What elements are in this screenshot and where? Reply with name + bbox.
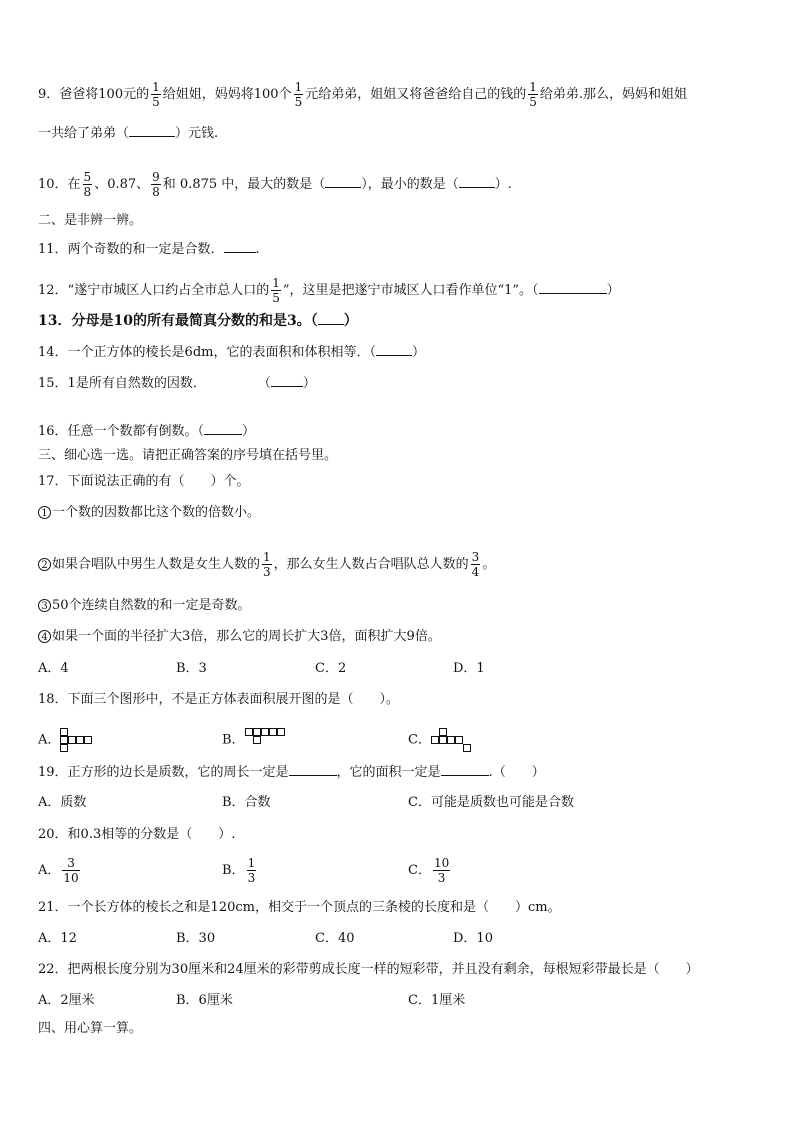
- question-9-line-1: 9．爸爸将100元的 $\frac{1}{5}$ 给姐姐，妈妈将100个 $\frac{1}{5}$ 元给弟弟，姐姐又将爸爸给自己的钱的 $\frac{1}{5}$ 给弟弟.那么，妈妈和姐姐: [38, 80, 687, 109]
- fraction: $\frac{1}{3}$: [263, 550, 271, 579]
- section-2-heading: 二、是非辨一辨。: [38, 213, 143, 228]
- question-17-statement-1: 1 一个数的因数都比这个数的倍数小。: [38, 504, 260, 522]
- fraction: $\frac{9}{8}$: [152, 170, 160, 199]
- option-a[interactable]: A．质数: [38, 795, 87, 810]
- question-10: 10．在 $\frac{5}{8}$ 、0.87、 $\frac{9}{8}$ 和 0.875 中，最大的数是（ ），最小的数是（ ）.: [38, 170, 512, 199]
- circled-number: 4: [38, 630, 51, 643]
- question-18-stem: 18．下面三个图形中，不是正方体表面积展开图的是（ ）。: [38, 692, 400, 707]
- question-13: 13．分母是10的所有最简真分数的和是3。（ ）: [38, 313, 358, 329]
- option-a[interactable]: A．2厘米: [38, 993, 95, 1008]
- option-b[interactable]: B． $\frac{1}{3}$: [222, 856, 256, 885]
- fraction: $\frac{10}{3}$: [433, 856, 450, 885]
- question-12: 12．“遂宁市城区人口约占全市总人口的 $\frac{1}{5}$ ”，这里是把遂宁市城区人口看作单位“1”。（ ）: [38, 276, 620, 305]
- cube-net-figure: [431, 728, 471, 752]
- question-16: 16．任意一个数都有倒数。（ ）: [38, 424, 256, 439]
- cube-net-figure: [60, 728, 100, 752]
- question-9-line-2: 一共给了弟弟（ ）元钱.: [38, 126, 219, 141]
- option-b[interactable]: B．合数: [222, 795, 271, 810]
- option-a[interactable]: A． $\frac{3}{10}$: [38, 856, 79, 885]
- answer-blank[interactable]: [459, 175, 495, 188]
- circled-number: 1: [38, 506, 51, 519]
- option-c[interactable]: C．1厘米: [408, 993, 466, 1008]
- answer-blank[interactable]: [224, 240, 256, 253]
- question-14: 14．一个正方体的棱长是6dm，它的表面积和体积相等．（ ）: [38, 345, 425, 360]
- answer-blank[interactable]: [289, 763, 337, 776]
- circled-number: 2: [38, 558, 51, 571]
- fraction: $\frac{1}{5}$: [529, 80, 537, 109]
- answer-blank[interactable]: [441, 763, 489, 776]
- answer-blank[interactable]: [271, 374, 303, 387]
- fraction: $\frac{1}{5}$: [152, 80, 160, 109]
- answer-blank[interactable]: [325, 175, 361, 188]
- option-c[interactable]: C．40: [315, 931, 355, 946]
- answer-blank[interactable]: [204, 422, 242, 435]
- fraction: $\frac{3}{10}$: [63, 856, 79, 885]
- answer-blank[interactable]: [318, 312, 344, 325]
- answer-blank[interactable]: [376, 343, 412, 356]
- option-b[interactable]: B．30: [176, 931, 216, 946]
- fraction: $\frac{1}{5}$: [272, 276, 280, 305]
- section-4-heading: 四、用心算一算。: [38, 1021, 143, 1036]
- option-d[interactable]: D．1: [453, 661, 485, 676]
- section-3-heading: 三、细心选一选。请把正确答案的序号填在括号里。: [38, 448, 338, 463]
- answer-blank[interactable]: [539, 281, 607, 294]
- question-17-stem: 17．下面说法正确的有（ ）个。: [38, 474, 250, 489]
- question-15: 15．1是所有自然数的因数． （ ）: [38, 376, 316, 391]
- option-c[interactable]: C．2: [315, 661, 347, 676]
- cube-net-figure: [245, 728, 285, 752]
- question-11: 11．两个奇数的和一定是合数． .: [38, 242, 260, 257]
- option-a[interactable]: A．4: [38, 661, 69, 676]
- option-c[interactable]: C．: [408, 728, 471, 752]
- option-b[interactable]: B．6厘米: [176, 993, 233, 1008]
- question-19-stem: 19．正方形的边长是质数，它的周长一定是 ，它的面积一定是 .（ ）: [38, 765, 545, 780]
- answer-blank[interactable]: [129, 124, 175, 137]
- question-17-statement-3: 3 50个连续自然数的和一定是奇数。: [38, 597, 251, 615]
- question-17-statement-4: 4 如果一个面的半径扩大3倍，那么它的周长扩大3倍，面积扩大9倍。: [38, 628, 441, 646]
- option-a[interactable]: A．12: [38, 931, 77, 946]
- question-22-stem: 22．把两根长度分别为30厘米和24厘米的彩带剪成长度一样的短彩带，并且没有剩余，每根短彩带最长是（ ）: [38, 962, 699, 977]
- option-c[interactable]: C． $\frac{10}{3}$: [408, 856, 450, 885]
- option-a[interactable]: A．: [38, 728, 100, 752]
- circled-number: 3: [38, 599, 51, 612]
- question-20-stem: 20．和0.3相等的分数是（ ）.: [38, 827, 236, 842]
- fraction: $\frac{1}{3}$: [247, 856, 256, 885]
- option-d[interactable]: D．10: [453, 931, 493, 946]
- option-c[interactable]: C．可能是质数也可能是合数: [408, 795, 574, 810]
- question-21-stem: 21．一个长方体的棱长之和是120cm，相交于一个顶点的三条棱的长度和是（ ）cm。: [38, 900, 561, 915]
- fraction: $\frac{5}{8}$: [83, 170, 92, 199]
- option-b[interactable]: B．: [222, 728, 285, 752]
- option-b[interactable]: B．3: [176, 661, 207, 676]
- fraction: $\frac{1}{5}$: [294, 80, 303, 109]
- question-17-statement-2: 2 如果合唱队中男生人数是女生人数的 $\frac{1}{3}$ ，那么女生人数占合唱队总人数的 $\frac{3}{4}$ 。: [38, 550, 495, 579]
- fraction: $\frac{3}{4}$: [471, 550, 480, 579]
